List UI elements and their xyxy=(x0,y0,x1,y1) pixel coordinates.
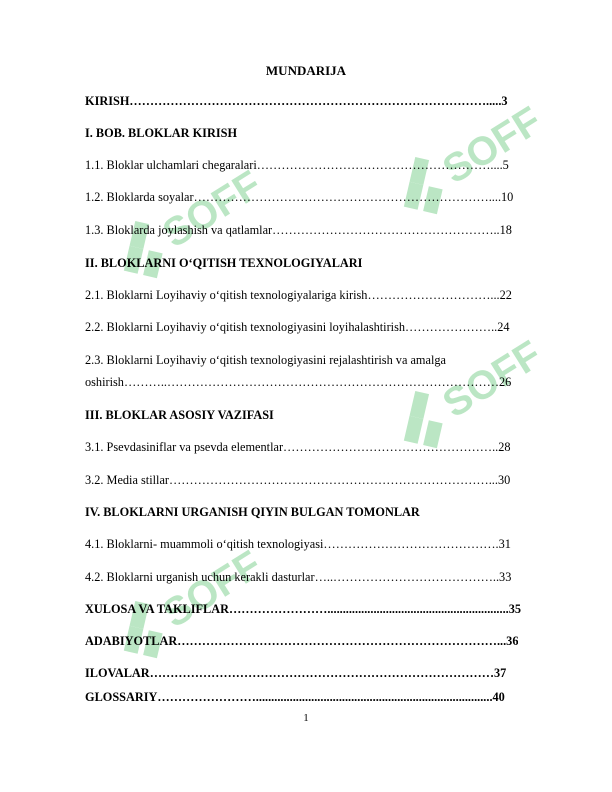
toc-entry[interactable]: IV. BLOKLARNI URGANISH QIYIN BULGAN TOMONLAR xyxy=(85,505,420,519)
page-title: MUNDARIJA xyxy=(265,63,347,78)
toc-entry[interactable]: 1.1. Bloklar ulchamlari chegaralari…………………………………………………....5 xyxy=(85,158,509,172)
watermark-text: SOFF xyxy=(435,98,550,193)
soff-watermark xyxy=(95,131,299,300)
toc-entry[interactable]: ILOVALAR…………………………………………………………………………37 xyxy=(85,666,507,680)
toc-entry[interactable]: III. BLOKLAR ASOSIY VAZIFASI xyxy=(85,408,274,422)
toc-entry[interactable]: 2.3. Bloklarni Loyihaviy o‘qitish texnologiyasini rejalashtirish va amalga xyxy=(85,353,446,367)
toc-entry[interactable]: 1.3. Bloklarda joylashish va qatlamlar………………………………………………..18 xyxy=(85,223,512,237)
page-number: 1 xyxy=(303,712,309,724)
toc-entry[interactable]: 3.1. Psevdasiniflar va psevda elementlar……………………………………………..28 xyxy=(85,440,511,454)
toc-entry[interactable]: 2.2. Bloklarni Loyihaviy o‘qitish texnologiyasini loyihalashtirish…………………..24 xyxy=(85,320,510,334)
soff-watermark xyxy=(375,67,579,236)
toc-entry[interactable]: 1.2. Bloklarda soyalar………………………………………………………………....10 xyxy=(85,190,514,204)
toc-entry[interactable]: II. BLOKLARNI O‘QITISH TEXNOLOGIYALARI xyxy=(85,256,363,270)
watermark-text: SOFF xyxy=(155,162,270,257)
toc-entry[interactable]: 4.1. Bloklarni- muammoli o‘qitish texnologiyasi…………………………………….31 xyxy=(85,537,511,551)
toc-entry[interactable]: 4.2. Bloklarni urganish uchun kerakli dasturlar…..…………………………………..33 xyxy=(85,570,512,584)
toc-entry[interactable]: oshirish………..………………………………………………………………………26 xyxy=(85,375,512,389)
toc-entry[interactable]: I. BOB. BLOKLAR KIRISH xyxy=(85,126,238,140)
toc-entry[interactable]: KIRISH…………………………………………………………………………….....3 xyxy=(85,94,508,108)
watermark-text: SOFF xyxy=(155,542,270,637)
toc-entry[interactable]: ADABIYOTLAR……………………………………………………………………...36 xyxy=(85,634,519,648)
toc-entry[interactable]: GLOSSARIY…………………….............................................................................40 xyxy=(85,690,505,704)
toc-entry[interactable]: 3.2. Media stillar……………………………………………………………………...30 xyxy=(85,473,511,487)
toc-entry[interactable]: XULOSA VA TAKLIFLAR……………………...........................................................35 xyxy=(85,602,522,616)
toc-entry[interactable]: 2.1. Bloklarni Loyihaviy o‘qitish texnologiyalariga kirish…………………………...22 xyxy=(85,288,512,302)
watermark-text: SOFF xyxy=(435,332,550,427)
